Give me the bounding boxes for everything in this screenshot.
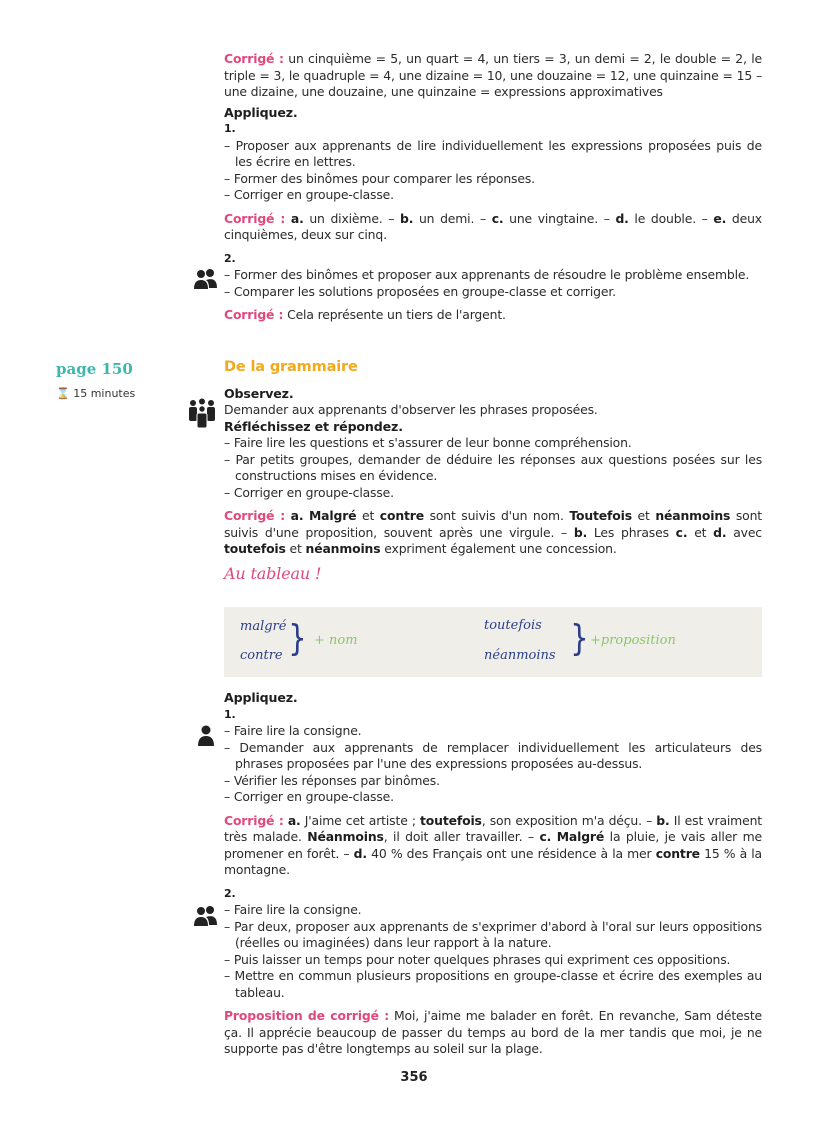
hourglass-icon: ⌛: [56, 387, 70, 400]
list-item: – Vérifier les réponses par binômes.: [224, 773, 762, 790]
tableau-word: malgré: [240, 619, 287, 634]
page-number: 356: [400, 1070, 428, 1085]
corrige-grammar-ex2: Proposition de corrigé : Moi, j'aime me balader en forêt. En revanche, Sam déteste ça. Il apprécie beaucoup de passer du temps au bord de la mer tandis que moi, je ne supporte pas d'être longtemps au soleil sur la plage.: [224, 1008, 762, 1056]
section-title: De la grammaire: [224, 359, 358, 375]
duration-label: 15 minutes: [73, 387, 136, 400]
exercise-number: 1.: [224, 707, 236, 721]
list-item: – Faire lire la consigne.: [224, 902, 762, 919]
reflechissez-heading: Réfléchissez et répondez.: [224, 418, 403, 434]
list-item: – Demander aux apprenants de remplacer individuellement les articulateurs des phrases proposées par l'une des expressions proposées au-dessus.: [224, 740, 762, 773]
page-reference: page 150: [56, 360, 133, 378]
observez-heading: Observez.: [224, 385, 294, 401]
list-item: – Former des binômes et proposer aux apprenants de résoudre le problème ensemble.: [224, 267, 762, 284]
corrige-ex2: Corrigé : Cela représente un tiers de l'argent.: [224, 307, 506, 322]
list-item: – Former des binômes pour comparer les réponses.: [224, 171, 762, 188]
pair-icon: [193, 905, 217, 927]
list-item: – Puis laisser un temps pour noter quelques phrases qui expriment ces oppositions.: [224, 952, 762, 969]
tableau-word: néanmoins: [484, 648, 556, 663]
tableau-word: contre: [240, 648, 283, 663]
list-item: – Corriger en groupe-classe.: [224, 485, 762, 502]
group-icon: [188, 398, 216, 428]
appliquez-heading: Appliquez.: [224, 690, 298, 705]
individual-icon: [197, 725, 215, 747]
exercise-number: 1.: [224, 122, 236, 135]
list-item: – Comparer les solutions proposées en groupe-classe et corriger.: [224, 284, 762, 301]
grammar-section: [224, 359, 762, 582]
tableau-title: Au tableau !: [224, 563, 322, 583]
tableau-result: +proposition: [590, 633, 676, 648]
top-block: [224, 51, 762, 324]
corrige-expressions: Corrigé : un cinquième = 5, un quart = 4, un tiers = 3, un demi = 2, le double = 2, le triple = 3, le quadruple = 4, une dizaine = 10, une douzaine = 12, une quinzaine = 15 – une dizaine, une douzaine, une quinzaine = expressions approximatives: [224, 51, 762, 99]
list-item: – Corriger en groupe-classe.: [224, 789, 762, 806]
list-item: – Par deux, proposer aux apprenants de s'exprimer d'abord à l'oral sur leurs oppositions (réelles ou imaginées) dans leur rapport à la nature.: [224, 919, 762, 952]
list-item: – Faire lire les questions et s'assurer de leur bonne compréhension.: [224, 435, 762, 452]
exercise-number: 2.: [224, 886, 236, 900]
tableau-box: [224, 607, 762, 677]
corrige-grammar: Corrigé : a. Malgré et contre sont suivis d'un nom. Toutefois et néanmoins sont suivis d'une proposition, souvent après une virgule. – b. Les phrases c. et d. avec toutefois et néanmoins expriment également une concession.: [224, 508, 762, 556]
tableau-result: + nom: [314, 633, 358, 648]
list-item: – Faire lire la consigne.: [224, 723, 762, 740]
pair-icon: [193, 268, 217, 290]
brace-icon: }: [570, 618, 589, 659]
tableau-word: toutefois: [484, 618, 542, 633]
brace-icon: }: [288, 618, 307, 659]
exercise-number: 2.: [224, 251, 236, 265]
list-item: – Proposer aux apprenants de lire individuellement les expressions proposées puis de les écrire en lettres.: [224, 138, 762, 171]
observez-text: Demander aux apprenants d'observer les phrases proposées.: [224, 402, 598, 417]
duration: [56, 387, 135, 400]
grammar-appliquez: [224, 690, 762, 1058]
corrige-grammar-ex1: Corrigé : a. J'aime cet artiste ; toutefois, son exposition m'a déçu. – b. Il est vraiment très malade. Néanmoins, il doit aller travailler. – c. Malgré la pluie, je vais aller me promener en forêt. – d. 40 % des Français ont une résidence à la mer contre 15 % à la montagne.: [224, 812, 763, 877]
list-item: – Par petits groupes, demander de déduire les réponses aux questions posées sur les constructions mises en évidence.: [224, 452, 762, 485]
appliquez-heading: Appliquez.: [224, 104, 298, 120]
corrige-ex1: Corrigé : a. un dixième. – b. un demi. – c. une vingtaine. – d. le double. – e. deux cinquièmes, deux sur cinq.: [224, 210, 762, 242]
list-item: – Corriger en groupe-classe.: [224, 187, 762, 204]
list-item: – Mettre en commun plusieurs propositions en groupe-classe et écrire des exemples au tableau.: [224, 968, 762, 1001]
